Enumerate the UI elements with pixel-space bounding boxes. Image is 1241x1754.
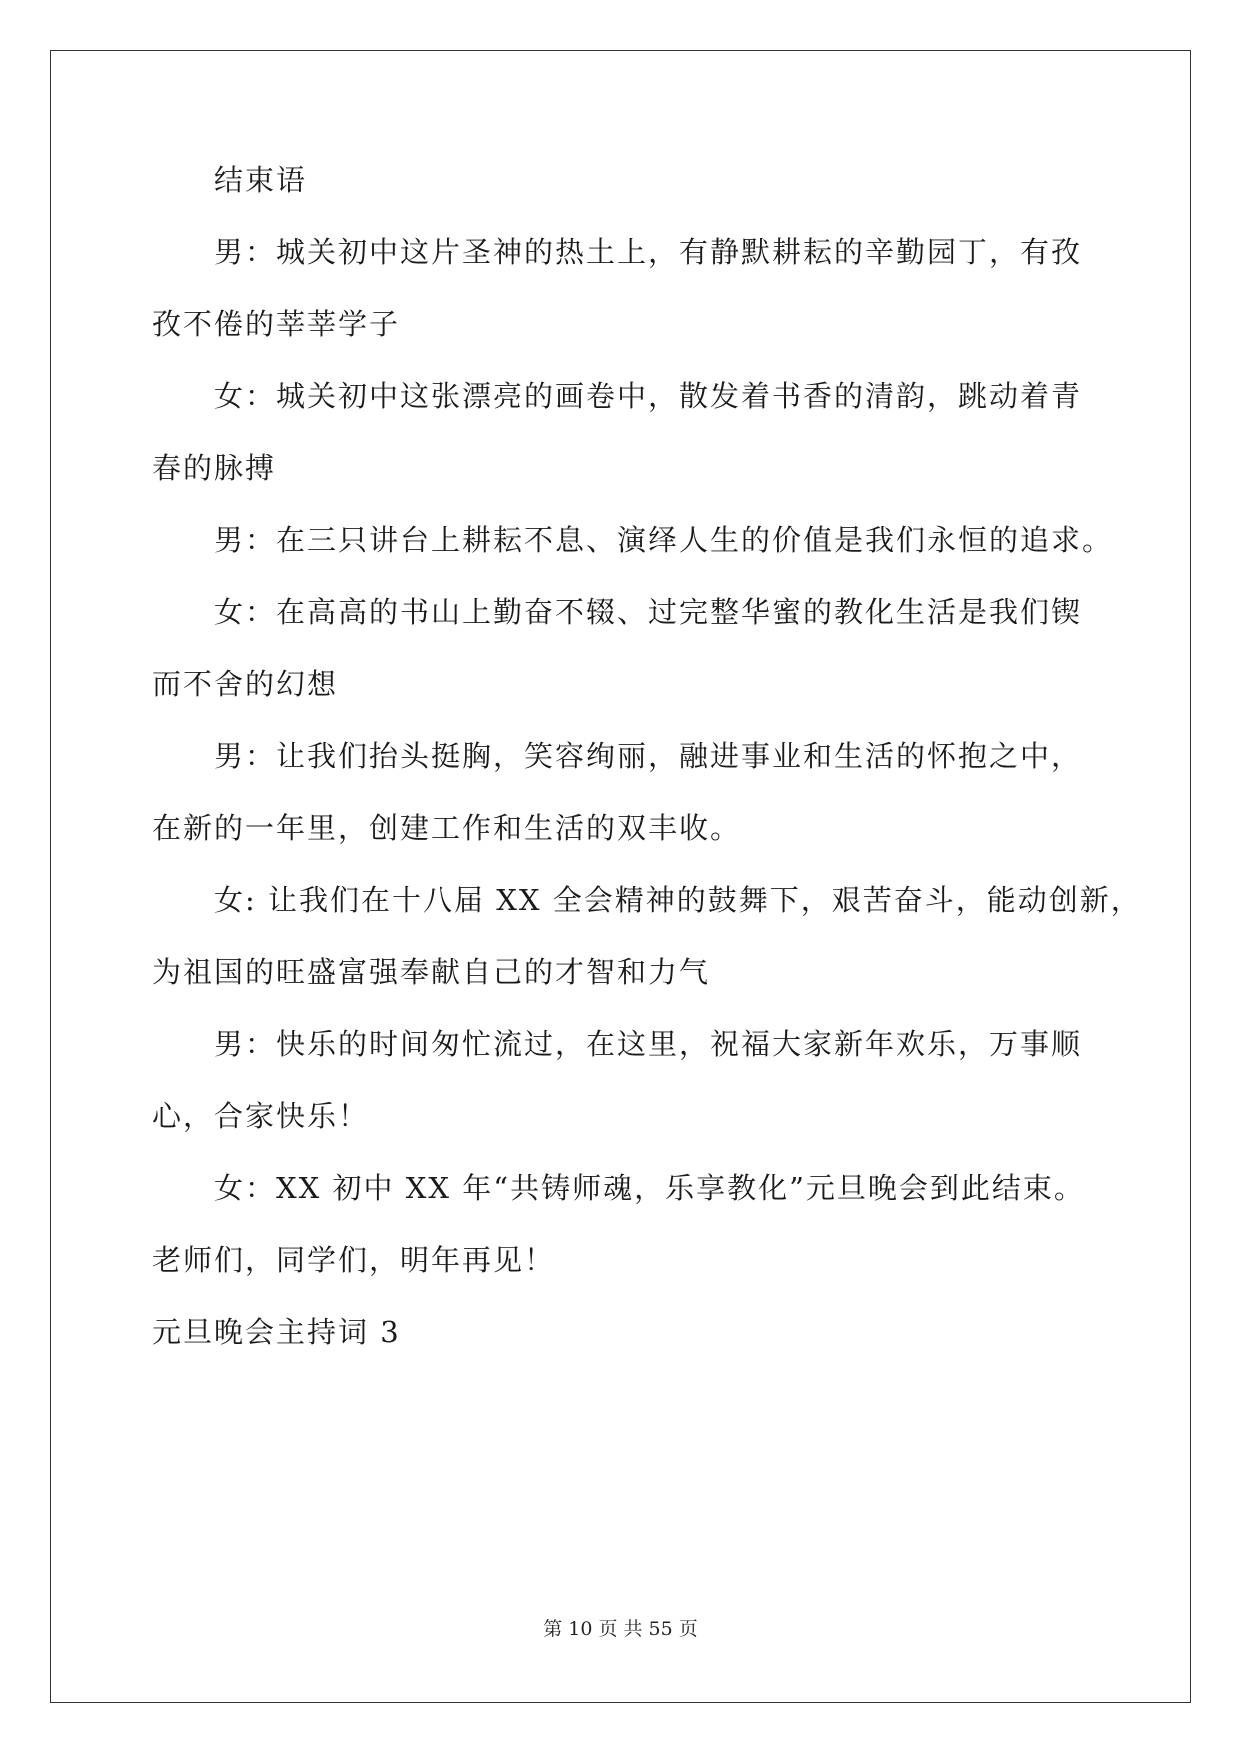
paragraph-line: 孜不倦的莘莘学子: [152, 307, 401, 341]
paragraph-line: 在新的一年里，创建工作和生活的双丰收。: [152, 811, 742, 845]
paragraph-line: 为祖国的旺盛富强奉献自己的才智和力气: [152, 955, 711, 989]
paragraph-line: 女：XX 初中 XX 年“共铸师魂，乐享教化”元旦晚会到此结束。: [214, 1171, 1085, 1205]
paragraph-line: 男：城关初中这片圣神的热土上，有静默耕耘的辛勤园丁，有孜: [214, 235, 1083, 269]
paragraph-line: 男：快乐的时间匆忙流过，在这里，祝福大家新年欢乐，万事顺: [214, 1027, 1083, 1061]
paragraph-line: 女: 让我们在十八届 XX 全会精神的鼓舞下，艰苦奋斗，能动创新，: [214, 883, 1142, 917]
paragraph-line: 心，合家快乐！: [152, 1099, 370, 1133]
page-number: 第 10 页 共 55 页: [543, 1618, 698, 1640]
paragraph-line: 女：在高高的书山上勤奋不辍、过完整华蜜的教化生活是我们锲: [214, 595, 1083, 629]
paragraph-line: 老师们，同学们，明年再见！: [152, 1243, 556, 1277]
section-title: 元旦晚会主持词 3: [152, 1315, 401, 1349]
section-heading: 结束语: [214, 163, 308, 197]
paragraph-line: 春的脉搏: [152, 451, 277, 485]
paragraph-line: 男：让我们抬头挺胸，笑容绚丽，融进事业和生活的怀抱之中，: [214, 739, 1083, 773]
paragraph-line: 男：在三只讲台上耕耘不息、演绎人生的价值是我们永恒的追求。: [214, 523, 1114, 557]
page-border: [50, 50, 1191, 1703]
paragraph-line: 而不舍的幻想: [152, 667, 339, 701]
paragraph-line: 女：城关初中这张漂亮的画卷中，散发着书香的清韵，跳动着青: [214, 379, 1083, 413]
